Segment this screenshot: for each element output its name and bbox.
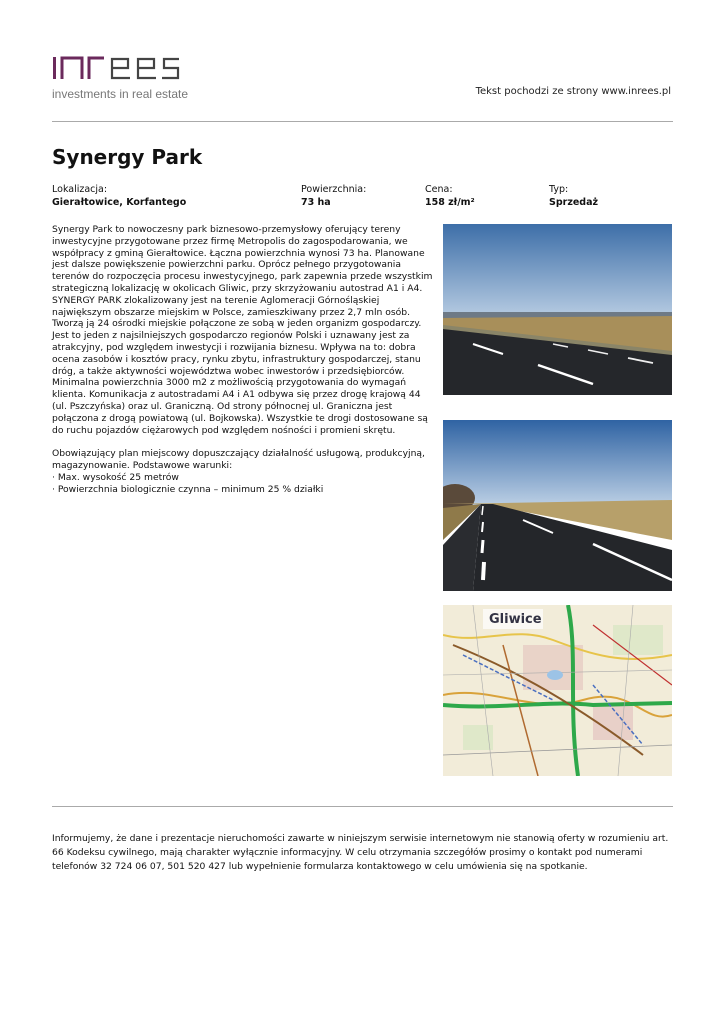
meta-location [52, 184, 186, 208]
meta-label: Cena: [425, 184, 453, 195]
logo-graphic [52, 51, 182, 81]
meta-label: Lokalizacja: [52, 184, 108, 195]
meta-value: Gierałtowice, Korfantego [52, 197, 187, 208]
footer-divider [52, 806, 673, 807]
meta-price [425, 184, 475, 208]
logo-tagline: investments in real estate [52, 87, 189, 101]
meta-value: 158 zł/m² [425, 197, 475, 208]
map-city-label: Gliwice [489, 612, 542, 627]
page-title: Synergy Park [52, 145, 203, 169]
meta-value: Sprzedaż [549, 197, 599, 208]
description-paragraph: Synergy Park to nowoczesny park biznesowo-przemysłowy oferujący tereny inwestycyjne przygotowane przez firmę Metropolis do zagospodarowania, we współpracy z gminą Gierałtowice. Łączna powierzchnia wynosi 73 ha. Planowane jest dalsze powiększenie powierzchni parku. Oprócz pełnego przygotowania terenów do rozpoczęcia procesu inwestycyjnego, park zapewnia przede wszystkim strategiczną lokalizację w okolicach Gliwic, przy skrzyżowaniu autostrad A1 i A4. SYNERGY PARK zlokalizowany jest na terenie Aglomeracji Górnośląskiej największym obszarze miejskim w Polsce, zamieszkiwany przez 2,7 mln osób. Tworzą ją 24 ośrodki miejskie połączone ze sobą w jeden organizm gospodarczy. Jest to jeden z najsilniejszych gospodarczo regionów Polski i uznawany jest za atrakcyjny, pod względem inwestycji i rozwijania biznesu. Wpływa na to: dobra ocena zasobów i kosztów pracy, rynku zbytu, infrastruktury gospodarczej, stanu dróg, a także aktywności województwa wobec inwestorów i przedsiębiorców. Minimalna powierzchnia 3000 m2 z możliwością przygotowania do wymagań klienta. Komunikacja z autostradami A4 i A1 odbywa się przez drogę krajową 44 (ul. Pszczyńska) oraz ul. Graniczną. Od strony północnej ul. Graniczna jest połączona z drogą powiatową (ul. Bojkowska). Wszystkie te drogi dostosowane są do ruchu pojazdów ciężarowych pod względem nośności i promieni skrętu. [52, 224, 433, 436]
description-conditions [52, 448, 434, 495]
header-divider [52, 121, 673, 122]
photo-road-2 [443, 420, 672, 591]
meta-label: Typ: [549, 184, 569, 195]
condition-item: · Powierzchnia biologicznie czynna – minimum 25 % działki [52, 483, 324, 495]
meta-type [549, 184, 598, 208]
meta-area [301, 184, 366, 208]
disclaimer: Informujemy, że dane i prezentacje nieruchomości zawarte w niniejszym serwisie internetowym nie stanowią oferty w rozumieniu art. 66 Kodeksu cywilnego, mają charakter wyłącznie informacyjny. W celu otrzymania szczegółów prosimy o kontakt pod numerami telefonów 32 724 06 07, 501 520 427 lub wypełnienie formularza kontaktowego w celu umówienia się na spotkanie. [52, 833, 669, 872]
photo-road-1 [443, 224, 672, 395]
meta-label: Powierzchnia: [301, 184, 367, 195]
logo-wordmark [52, 48, 182, 88]
conditions-intro: Obowiązujący plan miejscowy dopuszczający działalność usługową, produkcyjną, magazynowanie. Podstawowe warunki: [52, 448, 425, 471]
location-map [443, 605, 672, 776]
condition-item: · Max. wysokość 25 metrów [52, 471, 179, 483]
meta-value: 73 ha [301, 197, 331, 208]
description [52, 224, 434, 495]
source-note: Tekst pochodzi ze strony www.inrees.pl [475, 86, 671, 97]
